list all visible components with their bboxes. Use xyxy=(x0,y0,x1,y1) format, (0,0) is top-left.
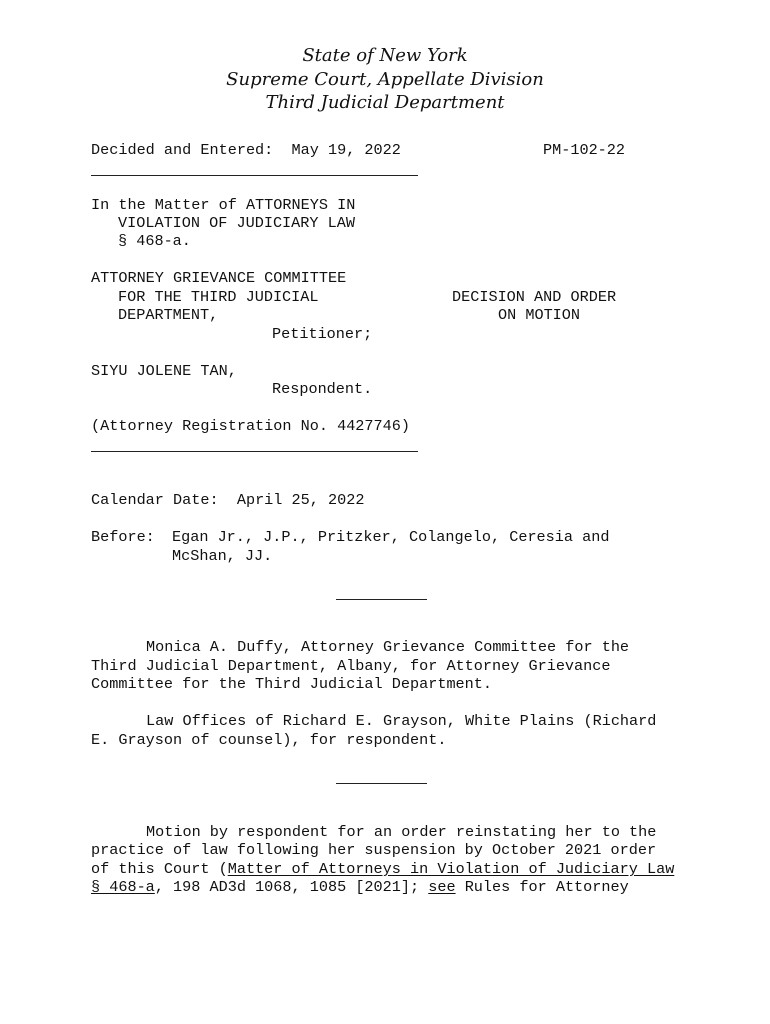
section-divider-1 xyxy=(336,599,427,600)
counsel-respondent-line-1: Law Offices of Richard E. Grayson, White Plains (Richard xyxy=(146,712,657,730)
body-line-2: practice of law following her suspension by October 2021 order xyxy=(91,841,657,859)
case-citation: Matter of Attorneys in Violation of Judiciary Law xyxy=(227,860,675,878)
court-department: Third Judicial Department xyxy=(265,92,505,113)
matter-line-2: VIOLATION OF JUDICIARY LAW xyxy=(118,214,355,232)
see-signal: see xyxy=(428,878,456,896)
body-line-4 xyxy=(91,878,629,896)
body-line-1: Motion by respondent for an order reinstating her to the xyxy=(146,823,657,841)
matter-line-1: In the Matter of ATTORNEYS IN xyxy=(91,196,356,214)
case-citation-section: § 468-a xyxy=(91,878,155,896)
body-line-3-text: of this Court ( xyxy=(91,860,228,878)
respondent-role: Respondent. xyxy=(272,380,373,398)
court-name: Supreme Court, Appellate Division xyxy=(226,68,544,90)
respondent-name: SIYU JOLENE TAN, xyxy=(91,362,237,380)
matter-line-3: § 468-a. xyxy=(118,232,191,250)
caption-top-rule xyxy=(91,175,418,176)
petitioner-line-2: FOR THE THIRD JUDICIAL xyxy=(118,288,319,306)
body-line-3 xyxy=(91,860,674,878)
petitioner-line-3: DEPARTMENT, xyxy=(118,306,219,324)
section-divider-2 xyxy=(336,783,427,784)
court-state: State of New York xyxy=(302,45,468,66)
calendar-date-line xyxy=(91,491,364,509)
counsel-petitioner-line-3: Committee for the Third Judicial Department. xyxy=(91,675,493,693)
decided-date: May 19, 2022 xyxy=(291,141,401,159)
calendar-label: Calendar Date: xyxy=(91,491,219,509)
decision-title-line-1: DECISION AND ORDER xyxy=(452,288,617,306)
petitioner-role: Petitioner; xyxy=(272,325,373,343)
decided-label: Decided and Entered: xyxy=(91,141,274,159)
before-line-1: Egan Jr., J.P., Pritzker, Colangelo, Ceresia and xyxy=(172,528,610,546)
counsel-petitioner-line-2: Third Judicial Department, Albany, for Attorney Grievance xyxy=(91,657,611,675)
before-label: Before: xyxy=(91,528,155,546)
body-line-4-text: Rules for Attorney xyxy=(455,878,629,896)
caption-bottom-rule xyxy=(91,451,418,452)
docket-number: PM-102-22 xyxy=(543,141,626,159)
court-header xyxy=(0,44,770,115)
calendar-date: April 25, 2022 xyxy=(236,491,365,509)
counsel-petitioner-line-1: Monica A. Duffy, Attorney Grievance Committee for the xyxy=(146,638,630,656)
reporter-citation: , 198 AD3d 1068, 1085 [2021]; xyxy=(154,878,429,896)
before-line-2: McShan, JJ. xyxy=(172,547,273,565)
counsel-respondent-line-2: E. Grayson of counsel), for respondent. xyxy=(91,731,447,749)
petitioner-line-1: ATTORNEY GRIEVANCE COMMITTEE xyxy=(91,269,347,287)
decided-line xyxy=(91,141,401,159)
attorney-registration: (Attorney Registration No. 4427746) xyxy=(91,417,410,435)
decision-title-line-2: ON MOTION xyxy=(498,306,581,324)
